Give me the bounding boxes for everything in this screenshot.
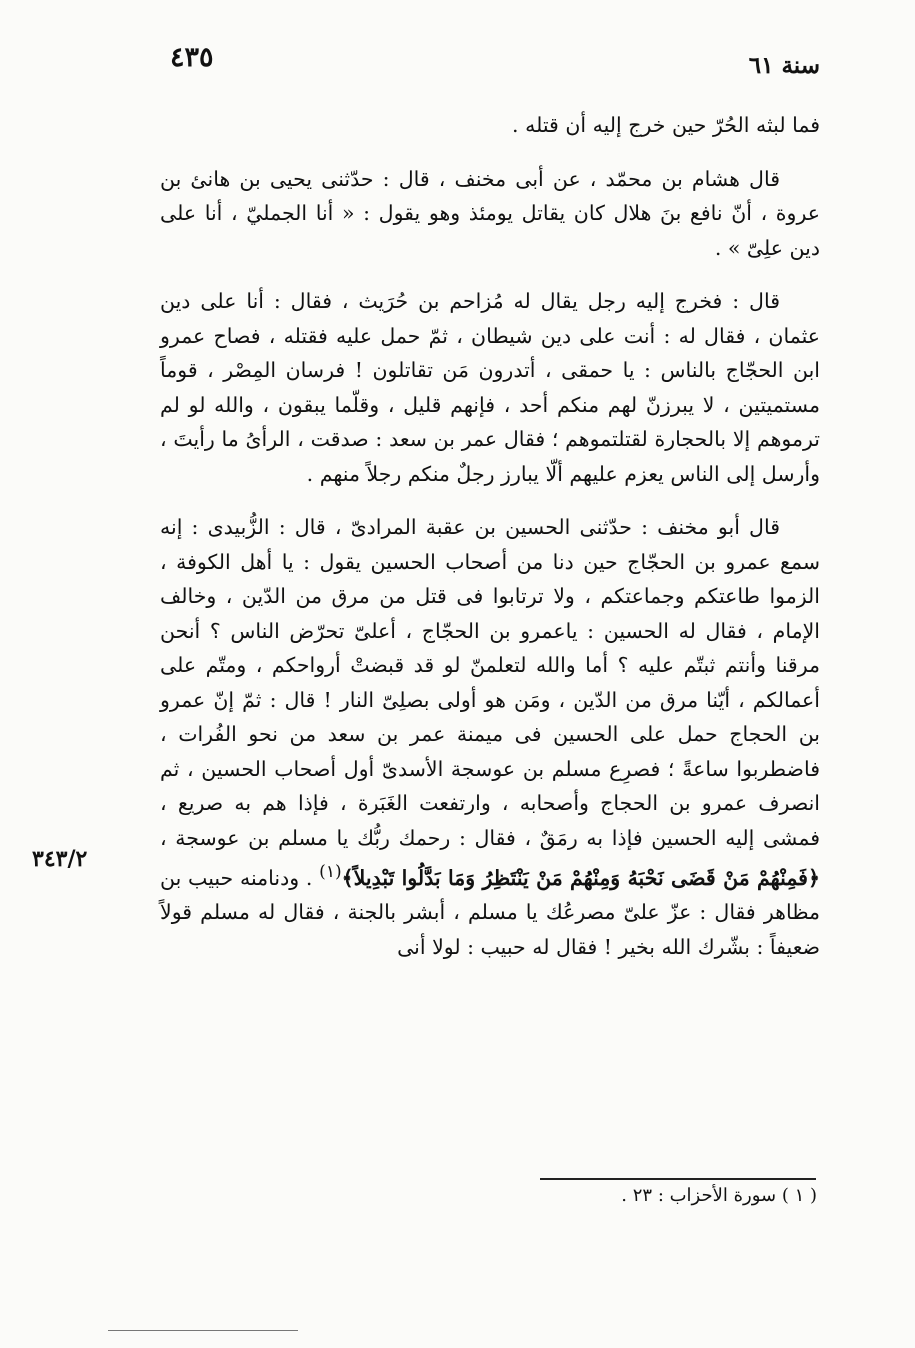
quran-verse: ﴿فَمِنْهُمْ مَنْ قَضَى نَحْبَهُ وَمِنْهُمْ مَنْ يَنْتَظِرُ وَمَا بَدَّلُوا تَبْدِيلاً﴾ — [341, 865, 820, 890]
footnote-divider — [540, 1178, 816, 1180]
paragraph-3: قال : فخرج إليه رجل يقال له مُزاحم بن حُرَيث ، فقال : أنا على دين عثمان ، فقال له : أنت على دين شيطان ، ثمّ حمل عليه فقتله ، فصاح عمرو ابن الحجّاج بالناس : يا حمقى ، أتدرون مَن تقاتلون ! فرسان المِصْر ، قوماً مستميتين ، لا يبرزنّ لهم منكم أحد ، فإنهم قليل ، وقلّما يبقون ، والله لو لم ترموهم إلا بالحجارة لقتلتموهم ؛ فقال عمر بن سعد : صدقت ، الرأىُ ما رأيتَ ، وأرسل إلى الناس يعزم عليهم ألّا يبارز رجلٌ منكم رجلاً منهم . — [160, 289, 820, 486]
paragraph-2: قال هشام بن محمّد ، عن أبى مخنف ، قال : حدّثنى يحيى بن هانئ بن عروة ، أنّ نافع بنَ هلال كان يقاتل يومئذ وهو يقول : « أنا الجمليّ ، أنا على دين علِىّ » . — [160, 166, 820, 260]
paragraph-4: قال أبو مخنف : حدّثنى الحسين بن عقبة المرادىّ ، قال : الزُّبيدى : إنه سمع عمرو بن الحجّاج حين دنا من أصحاب الحسين يقول : يا أهل الكوفة ، الزموا طاعتكم وجماعتكم ، ولا ترتابوا فى قتل من مرق من الدّين ، وخالف الإمام ، فقال له الحسين : ياعمرو بن الحجّاج ، أعلىّ تحرّض الناس ؟ أنحن مرقنا وأنتم ثبتّم عليه ؟ أما والله لتعلمنّ لو قد قبضتْ أرواحكم ، ومتّم على أعمالكم ، أيّنا مرق من الدّين ، ومَن هو أولى بصلِىّ النار ! قال : ثمّ إنّ عمرو بن الحجاج حمل على الحسين فى ميمنة عمر بن سعد من نحو الفُرات ، فاضطربوا ساعةً ؛ فصرِع مسلم بن عوسجة الأسدىّ أول أصحاب الحسين ، ثم انصرف عمرو بن الحجاج وأصحابه ، وارتفعت الغَبَرة ، فإذا هم به صريع ، فمشى إليه الحسين فإذا به رمَقٌ ، فقال : رحمك ربُّك يا مسلم بن عوسجة ، ﴿فَمِنْهُمْ مَنْ قَضَى نَحْبَهُ وَمِنْهُمْ مَنْ يَنْتَظِرُ وَمَا بَدَّلُوا تَبْدِيلاً﴾$^{(١)}$ . ودنامنه حبيب بن مظاهر فقال : عزّ علىّ مصرعُك يا مسلم ، أبشر بالجنة ، فقال له مسلم قولاً ضعيفاً : بشّرك الله بخير ! فقال له حبيب : لولا أنى — [160, 515, 820, 959]
footnote-marker: (١) — [319, 862, 342, 882]
running-head: سنة ٦١ — [748, 52, 820, 79]
paragraph-1: فما لبثه الحُرّ حين خرج إليه أن قتله . — [512, 113, 820, 137]
margin-reference: ٣٤٣/٢ — [32, 846, 88, 872]
paragraph-4-continuation: ودنامنه حبيب بن مظاهر فقال : عزّ علىّ مصرعُك يا مسلم ، أبشر بالجنة ، فقال له مسلم قولاً ضعيفاً : بشّرك الله بخير ! فقال له حبيب : لولا أنى — [160, 865, 820, 959]
footnote: ( ١ ) سورة الأحزاب : ٢٣ . — [621, 1185, 817, 1206]
bottom-divider — [108, 1330, 298, 1331]
page-number: ٤٣٥ — [170, 42, 214, 73]
page-header — [150, 42, 820, 92]
paragraph-4-text: قال أبو مخنف : حدّثنى الحسين بن عقبة المرادىّ ، قال : الزُّبيدى : إنه سمع عمرو بن الحجّاج حين دنا من أصحاب الحسين يقول : يا أهل الكوفة ، الزموا طاعتكم وجماعتكم ، ولا ترتابوا فى قتل من مرق من الدّين ، وخالف الإمام ، فقال له الحسين : ياعمرو بن الحجّاج ، أعلىّ تحرّض الناس ؟ أنحن مرقنا وأنتم ثبتّم عليه ؟ أما والله لتعلمنّ لو قد قبضتْ أرواحكم ، ومتّم على أعمالكم ، أيّنا مرق من الدّين ، ومَن هو أولى بصلِىّ النار ! قال : ثمّ إنّ عمرو بن الحجاج حمل على الحسين فى ميمنة عمر بن سعد من نحو الفُرات ، فاضطربوا ساعةً ؛ فصرِع مسلم بن عوسجة الأسدىّ أول أصحاب الحسين ، ثم انصرف عمرو بن الحجاج وأصحابه ، وارتفعت الغَبَرة ، فإذا هم به صريع ، فمشى إليه الحسين فإذا به رمَقٌ ، فقال : رحمك ربُّك يا مسلم بن عوسجة ، — [160, 515, 820, 850]
main-text — [160, 108, 820, 983]
